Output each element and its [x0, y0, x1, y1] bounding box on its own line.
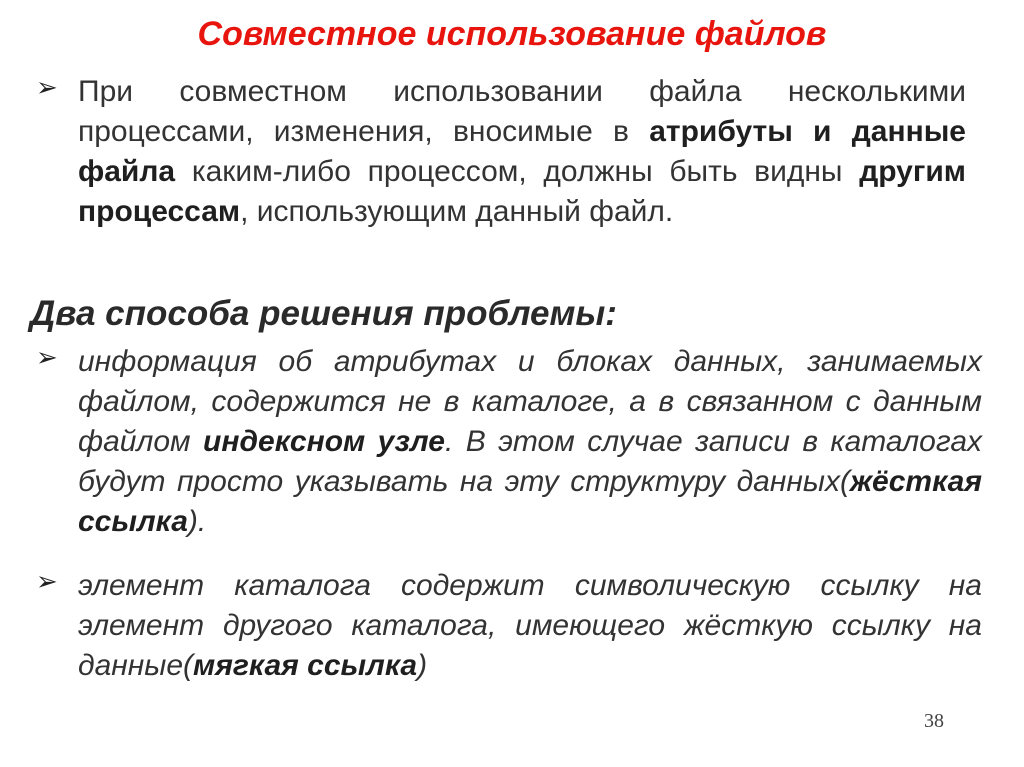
emphasis-soft-link: мягкая ссылка: [193, 649, 418, 682]
method-soft-link-text: элемент каталога содержит символическую ссылку на элемент другого каталога, имеющего жёсткую ссылку на данные(мягкая ссылка): [78, 569, 982, 682]
method-hard-link-bullet: [36, 342, 982, 542]
arrow-bullet-icon: ➢: [36, 342, 58, 372]
page-number: 38: [924, 710, 944, 732]
emphasis-inode: индексном узле: [203, 425, 445, 458]
arrow-bullet-icon: ➢: [36, 566, 58, 596]
method-hard-link-text: информация об атрибутах и блоках данных, занимаемых файлом, содержится не в каталоге, а в связанном с данным файлом индексном узле. В этом случае записи в каталогах будут просто указывать на эту структуру данных(жёсткая ссылка).: [78, 345, 982, 538]
slide-title: Совместное использование файлов: [197, 15, 827, 53]
section-heading: Два способа решения проблемы:: [30, 294, 617, 333]
emphasis-other-processes: другим процессам: [78, 155, 966, 228]
method-soft-link-bullet: [36, 566, 982, 686]
arrow-bullet-icon: ➢: [36, 72, 58, 102]
intro-bullet: [36, 72, 966, 232]
emphasis-attributes: атрибуты и данные файла: [78, 115, 966, 188]
intro-text: При совместном использовании файла несколькими процессами, изменения, вносимые в атрибуты и данные файла каким-либо процессом, должны быть видны другим процессам, использующим данный файл.: [78, 75, 966, 228]
emphasis-hard-link: жёсткая ссылка: [78, 465, 982, 538]
